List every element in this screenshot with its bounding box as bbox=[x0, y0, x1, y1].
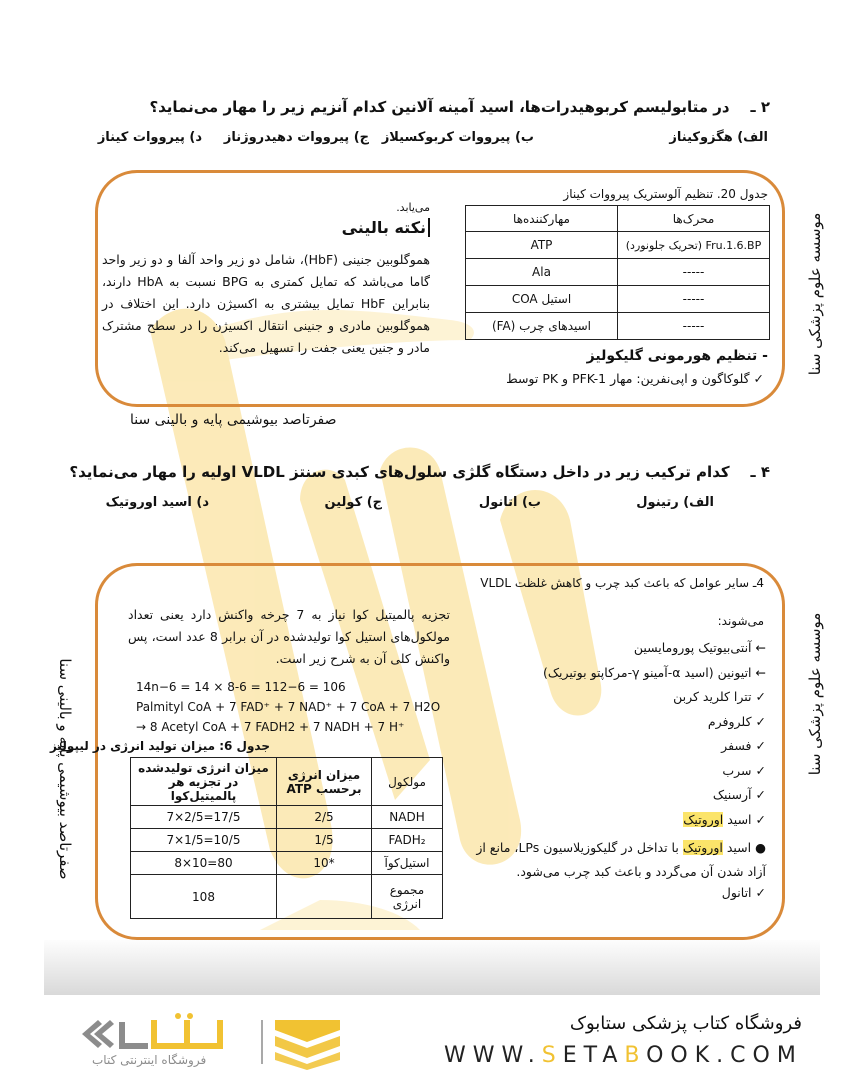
table-cell: Fru.1.6.BP (تحریک جلونورد) bbox=[618, 232, 770, 259]
option-label: ب) bbox=[521, 495, 541, 510]
list-item-text: آنتی‌بیوتیک پورومایسین bbox=[633, 640, 752, 655]
side-label-institute: موسسه علوم پزشکی سنا bbox=[806, 212, 824, 376]
table-cell: 1/5 bbox=[277, 829, 372, 852]
orotic-note bbox=[476, 836, 766, 884]
list-item-text: اتانول bbox=[721, 885, 752, 900]
list-item bbox=[543, 685, 766, 710]
url-part: ETA bbox=[562, 1043, 625, 1068]
table-cell: FADH₂ bbox=[372, 829, 443, 852]
table-cell: 7×1/5=10/5 bbox=[131, 829, 277, 852]
store-url[interactable] bbox=[444, 1043, 803, 1068]
url-part: OOK.COM bbox=[646, 1043, 803, 1068]
equation-3: → 8 Acetyl CoA + 7 FADH2 + 7 NADH + 7 H⁺ bbox=[136, 720, 405, 734]
table-cell: ----- bbox=[618, 313, 770, 340]
table-6 bbox=[130, 757, 443, 919]
list-item bbox=[543, 636, 766, 661]
list-item-text: آرسنیک bbox=[712, 787, 752, 802]
option-text: کولین bbox=[324, 495, 363, 510]
list-item-text: اتیونین (اسید α-آمینو γ-مرکاپتو بوتیریک) bbox=[542, 664, 752, 680]
factors-intro-2: می‌شوند: bbox=[717, 614, 764, 628]
table-cell: ATP bbox=[466, 232, 618, 259]
list-item-text: فسفر bbox=[721, 738, 752, 753]
page-bottom-shadow bbox=[44, 940, 820, 995]
option-b[interactable] bbox=[479, 495, 541, 510]
table-header: میزان انرژی تولیدشده در تجزیه هر پالمیتیل‌کوا bbox=[131, 758, 277, 806]
option-text: پیرووات کربوکسیلاز bbox=[381, 130, 511, 145]
list-item bbox=[722, 885, 766, 900]
list-item-text: کلروفرم bbox=[707, 713, 752, 729]
option-text: اتانول bbox=[478, 495, 518, 510]
option-label: ب) bbox=[514, 130, 534, 145]
option-text: پیرووات دهیدروژناز bbox=[223, 130, 350, 145]
arrow-left-icon: ← bbox=[755, 664, 766, 680]
list-item bbox=[543, 783, 766, 808]
note-pre: می‌یابد. bbox=[396, 201, 430, 214]
check-icon: ✓ bbox=[755, 689, 766, 704]
side-label-course: صفرتاصد بیوشیمی پایه و بالینی سنا bbox=[56, 658, 74, 880]
table-cell: استیل‌کوآ bbox=[372, 852, 443, 875]
note-text: با تداخل در گلیکوزیلاسیون LPs، مانع از آزاد شدن آن می‌گردد و باعث کبد چرب می‌شود. bbox=[476, 840, 766, 879]
list-item-text: سرب bbox=[722, 762, 752, 778]
table-cell: NADH bbox=[372, 806, 443, 829]
note-body: هموگلوبین جنینی (HbF)، شامل دو زیر واحد آلفا و دو زیر واحد گاما می‌باشد که تمایل کمتری به BPG نسبت به HbA دارند، بنابراین HbF تمایل بیشتری به اکسیژن دارد. این اختلاف در هموگلوبین مادری و جنینی انتقال اکسیژن را در سطح مشترک مادر و جنین یعنی جفت را تسهیل می‌کند. bbox=[102, 252, 431, 355]
option-text: پیرووات کیناز bbox=[97, 130, 185, 145]
check-icon: ✓ bbox=[755, 762, 766, 778]
equation-2: Palmityl CoA + 7 FAD⁺ + 7 NAD⁺ + 7 CoA + 7 H2O bbox=[136, 700, 441, 714]
table-cell: 2/5 bbox=[277, 806, 372, 829]
highlighted-term: اوروتیک bbox=[683, 811, 724, 827]
url-part: WWW. bbox=[444, 1043, 542, 1068]
equation-1: 14n−6 = 14 × 8-6 = 112−6 = 106 bbox=[136, 680, 346, 694]
check-icon: ✓ bbox=[755, 885, 766, 900]
table-cell: *10 bbox=[277, 852, 372, 875]
note-heading: نکته بالینی bbox=[342, 218, 430, 237]
arrow-left-icon: ← bbox=[755, 640, 766, 655]
option-label: الف) bbox=[737, 130, 768, 145]
factor-list bbox=[543, 636, 766, 832]
option-d[interactable] bbox=[106, 495, 209, 510]
table-header: میزان انرژی برحسب ATP bbox=[277, 758, 372, 806]
table-20 bbox=[465, 205, 770, 340]
option-label: د) bbox=[196, 495, 209, 510]
list-item-text: تترا کلرید کربن bbox=[673, 689, 752, 704]
option-label: الف) bbox=[683, 495, 714, 510]
table-cell: 108 bbox=[131, 875, 277, 919]
question-text: کدام ترکیب زیر در داخل دستگاه گلژی سلول‌های کبدی سنتز VLDL اولیه را مهار می‌نماید؟ bbox=[69, 463, 730, 481]
url-part-accent: B bbox=[624, 1043, 647, 1068]
table-20-caption: جدول 20. تنظیم آلوستریک پیرووات کیناز bbox=[563, 187, 768, 201]
factors-intro: 4ـ سایر عوامل که باعث کبد چرب و کاهش غلظت VLDL bbox=[480, 576, 764, 590]
list-item bbox=[543, 808, 766, 833]
bullet-dot-icon: ● اسید bbox=[726, 840, 766, 855]
question-4-title bbox=[69, 463, 770, 481]
hormonal-heading: - تنظیم هورمونی گلیکولیز bbox=[586, 348, 768, 364]
table-cell bbox=[277, 875, 372, 919]
table-cell: استیل COA bbox=[466, 286, 618, 313]
option-text: رتینول bbox=[636, 495, 679, 510]
list-item bbox=[543, 759, 766, 784]
table-cell: ----- bbox=[618, 259, 770, 286]
palmityl-paragraph: تجزیه پالمیتیل کوا نیاز به 7 چرخه واکنش دارد یعنی تعداد مولکول‌های استیل کوا تولیدشده در آن برابر 8 عدد است، پس واکنش کلی آن به شرح زیر است. bbox=[128, 607, 450, 666]
option-a[interactable] bbox=[636, 495, 714, 510]
table-header: مولکول bbox=[372, 758, 443, 806]
table-header: محرک‌ها bbox=[618, 206, 770, 232]
option-a[interactable] bbox=[669, 130, 768, 145]
option-label: ج) bbox=[353, 130, 369, 145]
list-item bbox=[543, 734, 766, 759]
check-icon: ✓ bbox=[755, 713, 766, 729]
option-c[interactable] bbox=[224, 130, 369, 145]
question-number: ۴ ـ bbox=[750, 463, 770, 481]
option-c[interactable] bbox=[325, 495, 382, 510]
box-1-caption: صفرتاصد بیوشیمی پایه و بالینی سنا bbox=[130, 412, 337, 428]
option-label: ج) bbox=[366, 495, 382, 510]
table-cell: 7×2/5=17/5 bbox=[131, 806, 277, 829]
check-icon: ✓ bbox=[755, 811, 766, 827]
highlighted-term: اوروتیک bbox=[682, 840, 723, 855]
option-label: د) bbox=[189, 130, 202, 145]
table-cell: اسیدهای چرب (FA) bbox=[466, 313, 618, 340]
option-text: اسید اوروتیک bbox=[105, 495, 192, 510]
list-item bbox=[543, 710, 766, 735]
question-number: ۲ ـ bbox=[750, 98, 770, 116]
check-icon: ✓ bbox=[755, 787, 766, 802]
url-part-accent: S bbox=[541, 1043, 563, 1068]
table-cell: مجموع انرژی bbox=[372, 875, 443, 919]
check-icon: ✓ bbox=[755, 738, 766, 753]
side-label-institute: موسسه علوم پزشکی سنا bbox=[806, 612, 824, 776]
option-text: هگزوکیناز bbox=[669, 130, 733, 145]
list-item-text: اسید bbox=[727, 811, 752, 827]
table-cell: Ala bbox=[466, 259, 618, 286]
option-b[interactable] bbox=[382, 130, 534, 145]
table-cell: ----- bbox=[618, 286, 770, 313]
question-text: در متابولیسم کربوهیدرات‌ها، اسید آمینه آلانین کدام آنزیم زیر را مهار می‌نماید؟ bbox=[149, 98, 730, 116]
table-cell: 8×10=80 bbox=[131, 852, 277, 875]
question-2-title bbox=[149, 98, 770, 116]
table-6-caption: جدول 6: میزان تولید انرژی در لیپولیز bbox=[50, 739, 270, 753]
option-d[interactable] bbox=[98, 130, 202, 145]
hormonal-item: ✓ گلوکاگون و اپی‌نفرین: مهار PFK-1 و PK توسط bbox=[506, 371, 764, 386]
store-title: فروشگاه کتاب پزشکی ستابوک bbox=[569, 1013, 802, 1034]
logo-tagline: فروشگاه اینترنتی کتاب bbox=[92, 1053, 207, 1067]
table-header: مهارکننده‌ها bbox=[466, 206, 618, 232]
list-item bbox=[543, 661, 766, 686]
